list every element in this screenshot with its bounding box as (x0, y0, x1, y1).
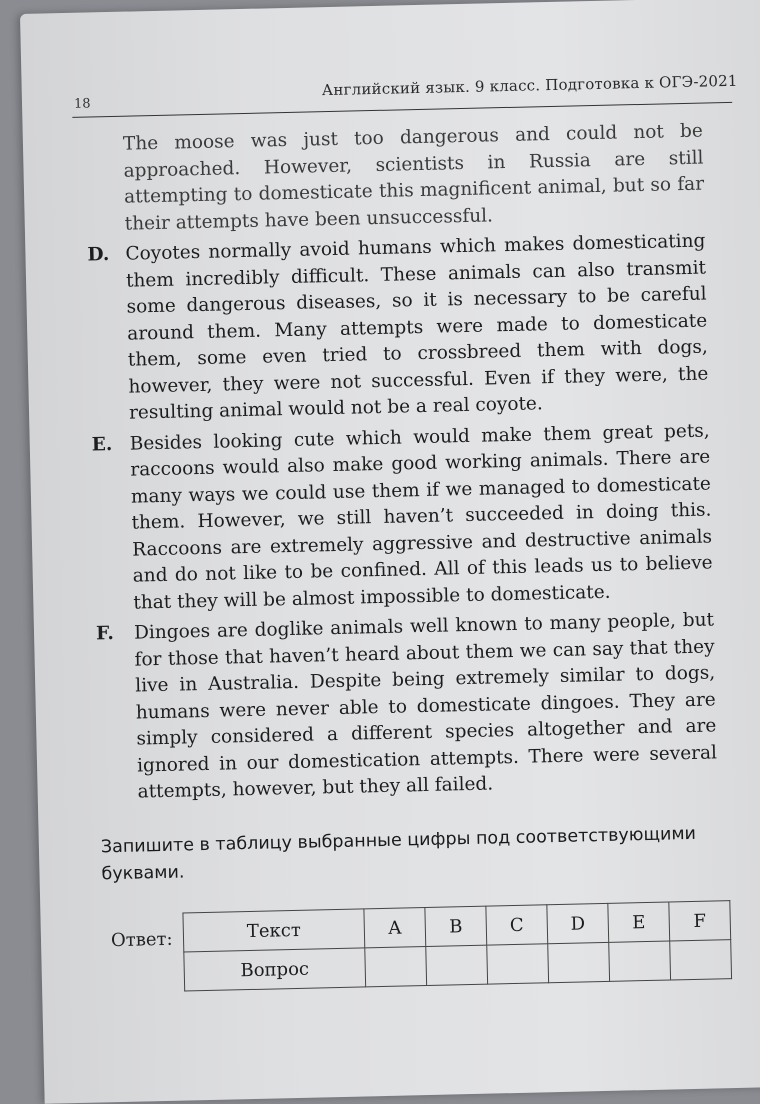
row-label-text: Текст (183, 909, 365, 952)
answer-cell-d[interactable] (548, 942, 610, 982)
paragraph-text: Dingoes are doglike animals well known to many people, but for those that haven’t heard about them we can say that they live in Australia. Despite being extremely similar to dogs, humans were never able to domesticate dingoes. They are simply considered a different species altogether and are ignored in our domestication attempts. There were several attempts, however, but they all failed. (133, 609, 718, 803)
reading-text (85, 119, 718, 811)
paragraph-text: Besides looking cute which would make them great pets, raccoons would also make good working animals. There are many ways we could use them if we managed to domesticate them. However, we still haven’t succeeded in doing this. Raccoons are extremely aggressive and destructive animals and do not like to be confined. All of this leads us to believe that they will be almost impossible to domesticate. (129, 419, 713, 614)
answer-table (182, 900, 732, 991)
answer-cell-e[interactable] (609, 941, 671, 981)
answer-cell-f[interactable] (670, 940, 732, 980)
paragraph-text: The moose was just too dangerous and could not be approached. However, scientists in Russia are still attempting to domesticate this magnificent animal, but so far their attempts have been unsuccessful. (122, 120, 705, 235)
paragraph-letter: F. (95, 623, 115, 645)
row-label-question: Вопрос (184, 948, 366, 991)
answer-cell-b[interactable] (426, 945, 488, 985)
running-title: Английский язык. 9 класс. Подготовка к ОГЭ-2021 (321, 71, 738, 100)
paragraph-d (87, 229, 709, 428)
paragraph-c-continuation (85, 119, 705, 239)
column-header: A (364, 908, 426, 948)
book-page (20, 0, 760, 1104)
paragraph-letter: E. (91, 433, 113, 455)
page-number: 18 (73, 96, 91, 112)
paragraph-f (96, 607, 718, 806)
column-header: E (608, 902, 670, 942)
column-header: D (547, 903, 609, 943)
header-rule (72, 102, 732, 118)
column-header: F (669, 901, 731, 941)
column-header: C (486, 905, 548, 945)
answer-cell-c[interactable] (487, 944, 549, 984)
answer-cell-a[interactable] (365, 947, 427, 987)
paragraph-letter: D. (87, 244, 110, 266)
answer-label: Ответ: (110, 928, 173, 952)
column-header: B (425, 906, 487, 946)
paragraph-e (92, 418, 714, 617)
paragraph-text: Coyotes normally avoid humans which makes domesticating them incredibly difficult. These animals can also transmit some dangerous diseases, so it is necessary to be careful around them. Many attempts were made to domesticate them, some even tried to crossbreed them with dogs, however, they were not successful. Even if they were, the resulting animal would not be a real coyote. (125, 230, 709, 424)
task-instruction: Запишите в таблицу выбранные цифры под соответствующими буквами. (100, 823, 697, 885)
